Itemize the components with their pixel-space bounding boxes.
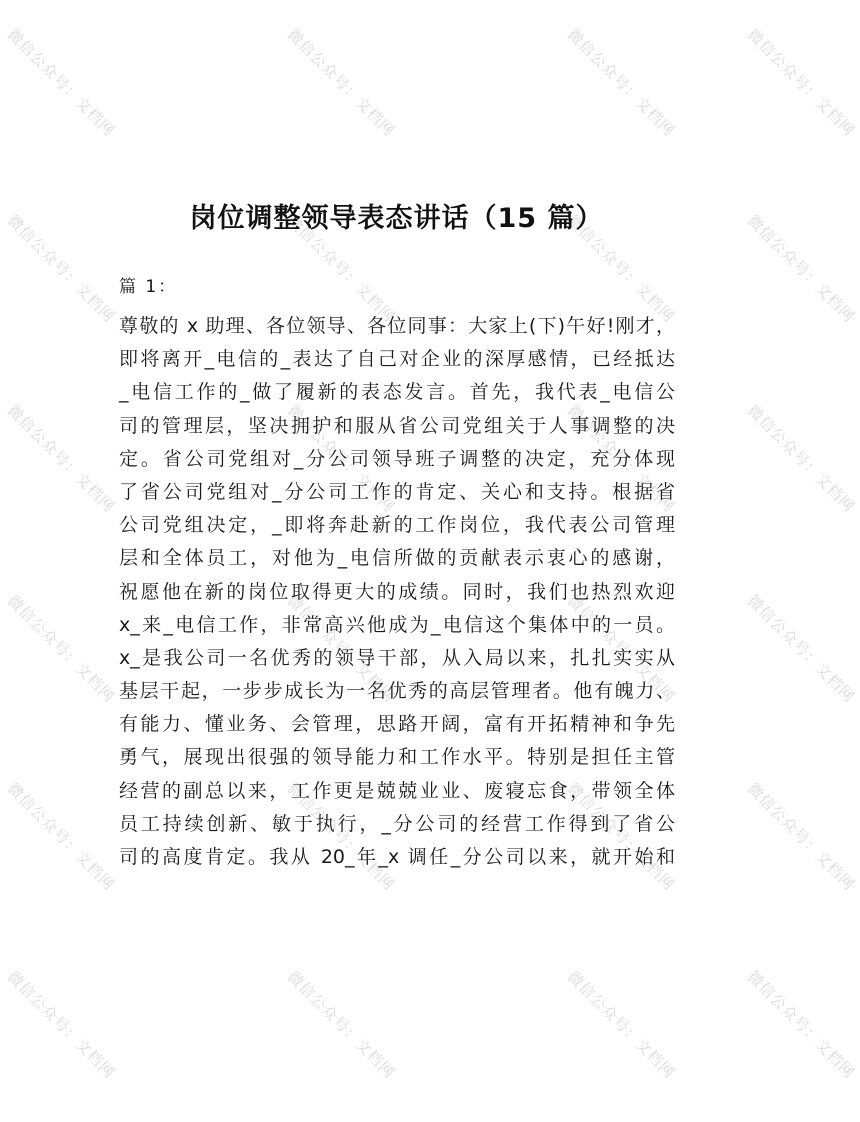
- watermark-text: 微信公众号：文档网: [743, 25, 859, 140]
- watermark-text: 微信公众号：文档网: [3, 25, 119, 140]
- body-line: 了省公司党组对_分公司工作的肯定、关心和支持。根据省: [119, 480, 675, 503]
- watermark-text: 微信公众号：文档网: [563, 779, 679, 894]
- body-line: 即将离开_电信的_表达了自己对企业的深厚感情，已经抵达: [119, 348, 675, 371]
- watermark-text: 微信公众号：文档网: [563, 401, 679, 516]
- watermark-text: 微信公众号：文档网: [283, 401, 399, 516]
- watermark-text: 微信公众号：文档网: [3, 401, 119, 516]
- watermark-text: 微信公众号：文档网: [563, 967, 679, 1082]
- body-line: x_来_电信工作，非常高兴他成为_电信这个集体中的一员。: [119, 613, 675, 636]
- body-line: 定。省公司党组对_分公司领导班子调整的决定，充分体现: [119, 447, 675, 470]
- watermark-text: 微信公众号：文档网: [743, 211, 859, 326]
- watermark-text: 微信公众号：文档网: [743, 591, 859, 706]
- body-line: 勇气，展现出很强的领导能力和工作水平。特别是担任主管: [119, 746, 675, 769]
- body-line: 经营的副总以来，工作更是兢兢业业、废寝忘食，带领全体: [119, 779, 675, 802]
- watermark-text: 微信公众号：文档网: [563, 211, 679, 326]
- body-line: 公司党组决定，_即将奔赴新的工作岗位，我代表公司管理: [119, 514, 675, 537]
- watermark-text: 微信公众号：文档网: [743, 779, 859, 894]
- watermark-text: 微信公众号：文档网: [3, 591, 119, 706]
- watermark-text: 微信公众号：文档网: [563, 591, 679, 706]
- body-line: _电信工作的_做了履新的表态发言。首先，我代表_电信公: [119, 381, 675, 404]
- section-label: 篇 1：: [119, 277, 178, 297]
- watermark-text: 微信公众号：文档网: [283, 967, 399, 1082]
- watermark-text: 微信公众号：文档网: [283, 779, 399, 894]
- watermark-text: 微信公众号：文档网: [283, 25, 399, 140]
- body-line: 尊敬的 x 助理、各位领导、各位同事：大家上(下)午好!刚才，: [119, 315, 675, 337]
- body-line: 基层干起，一步步成长为一名优秀的高层管理者。他有魄力、: [119, 680, 675, 703]
- watermark-text: 微信公众号：文档网: [563, 25, 679, 140]
- watermark-text: 微信公众号：文档网: [283, 211, 399, 326]
- watermark-text: 微信公众号：文档网: [3, 967, 119, 1082]
- watermark-text: 微信公众号：文档网: [3, 779, 119, 894]
- body-line: 员工持续创新、敏于执行，_分公司的经营工作得到了省公: [119, 812, 675, 835]
- body-line: 司的管理层，坚决拥护和服从省公司党组关于人事调整的决: [119, 414, 675, 437]
- watermark-text: 微信公众号：文档网: [3, 211, 119, 326]
- body-line: 有能力、懂业务、会管理，思路开阔，富有开拓精神和争先: [119, 713, 675, 736]
- document-title: 岗位调整领导表态讲话（15 篇）: [189, 203, 604, 234]
- body-line: 祝愿他在新的岗位取得更大的成绩。同时，我们也热烈欢迎: [119, 580, 675, 603]
- watermark-text: 微信公众号：文档网: [743, 401, 859, 516]
- body-line: 层和全体员工，对他为_电信所做的贡献表示衷心的感谢，: [119, 547, 675, 570]
- body-text: [119, 310, 675, 874]
- body-line: 司的高度肯定。我从 20_年_x 调任_分公司以来，就开始和: [119, 846, 675, 868]
- watermark-text: 微信公众号：文档网: [743, 967, 859, 1082]
- watermark-text: 微信公众号：文档网: [283, 591, 399, 706]
- body-line: x_是我公司一名优秀的领导干部，从入局以来，扎扎实实从: [119, 646, 675, 669]
